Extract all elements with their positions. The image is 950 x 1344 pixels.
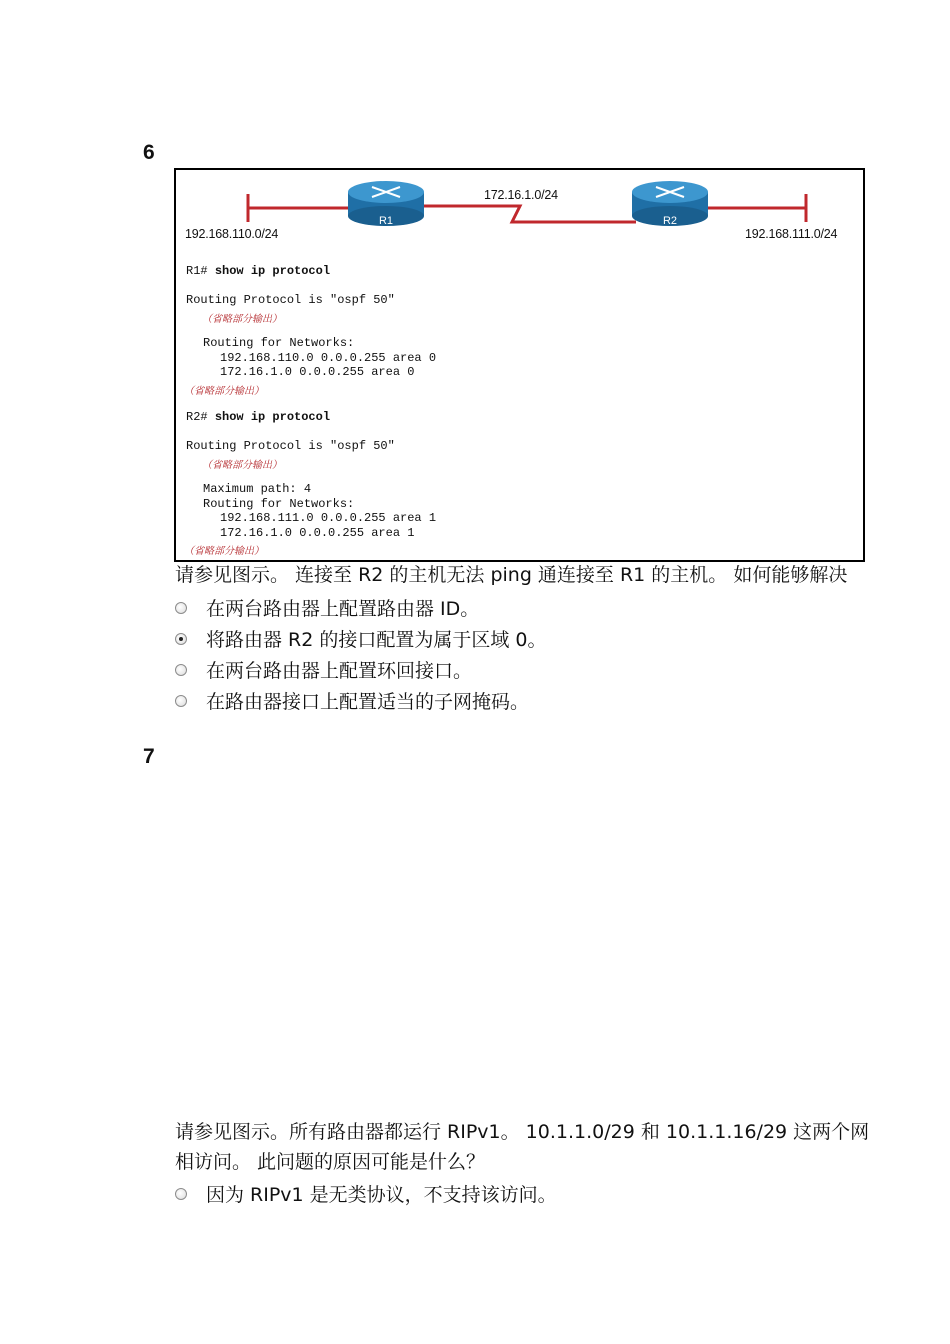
serial-link	[420, 206, 636, 222]
r2-network-entry: 192.168.111.0 0.0.0.255 area 1	[220, 511, 437, 525]
radio-button-icon[interactable]	[175, 602, 187, 614]
omitted-output-note: （省略部分输出）	[184, 546, 264, 557]
answer-option[interactable]	[175, 687, 529, 714]
network-label-left: 192.168.110.0/24	[185, 227, 279, 241]
question-text: 请参见图示。 连接至 R2 的主机无法 ping 通连接至 R1 的主机。 如何能够解决	[175, 564, 848, 586]
radio-button-icon[interactable]	[175, 1188, 187, 1200]
network-label-middle: 172.16.1.0/24	[484, 188, 558, 202]
option-label: 在两台路由器上配置环回接口。	[206, 660, 473, 682]
question-number: 6	[143, 141, 155, 164]
router-r2-icon	[632, 181, 708, 227]
r1-command-line: R1# show ip protocol	[186, 264, 331, 278]
network-label-right: 192.168.111.0/24	[745, 227, 838, 241]
option-label: 在两台路由器上配置路由器 ID。	[206, 598, 480, 620]
option-label: 将路由器 R2 的接口配置为属于区域 0。	[206, 629, 547, 651]
r1-network-entry: 192.168.110.0 0.0.0.255 area 0	[220, 351, 437, 365]
radio-button-icon[interactable]	[175, 695, 187, 707]
question-number: 7	[143, 745, 155, 768]
r1-network-entry: 172.16.1.0 0.0.0.255 area 0	[220, 365, 415, 379]
question-text: 请参见图示。所有路由器都运行 RIPv1。 10.1.1.0/29 和 10.1.1.16/29 这两个网	[175, 1121, 870, 1143]
answer-option[interactable]	[175, 594, 479, 621]
r2-network-entry: 172.16.1.0 0.0.0.255 area 1	[220, 526, 415, 540]
router-r1-label: R1	[378, 215, 394, 227]
option-label: 在路由器接口上配置适当的子网掩码。	[206, 691, 530, 713]
answer-option[interactable]	[175, 1180, 557, 1207]
omitted-output-note: （省略部分输出）	[202, 314, 282, 325]
r2-maxpath-line: Maximum path: 4	[203, 482, 312, 496]
radio-button-selected-icon[interactable]	[175, 633, 187, 645]
answer-option[interactable]	[175, 625, 547, 652]
r2-command-line: R2# show ip protocol	[186, 410, 331, 424]
answer-option[interactable]	[175, 656, 472, 683]
radio-button-icon[interactable]	[175, 664, 187, 676]
router-r2-label: R2	[662, 215, 678, 227]
r1-protocol-line: Routing Protocol is "ospf 50"	[186, 293, 395, 307]
option-label: 因为 RIPv1 是无类协议，不支持该访问。	[206, 1184, 557, 1206]
omitted-output-note: （省略部分输出）	[184, 386, 264, 397]
r2-networks-header: Routing for Networks:	[203, 497, 355, 511]
r2-protocol-line: Routing Protocol is "ospf 50"	[186, 439, 395, 453]
question-text: 相访问。 此问题的原因可能是什么？	[175, 1151, 486, 1173]
r1-networks-header: Routing for Networks:	[203, 336, 355, 350]
router-r1-icon	[348, 181, 424, 227]
omitted-output-note: （省略部分输出）	[202, 460, 282, 471]
network-exhibit	[174, 168, 865, 562]
